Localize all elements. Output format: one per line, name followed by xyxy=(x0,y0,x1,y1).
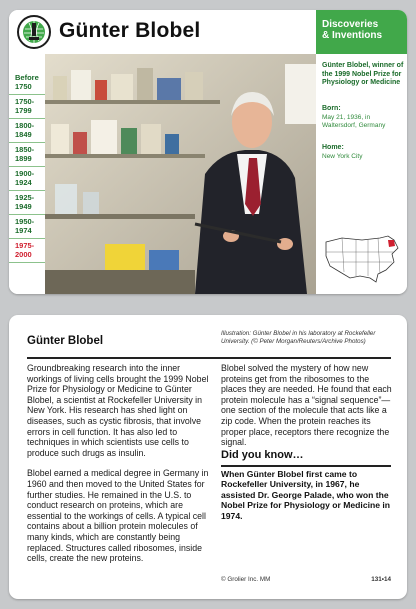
timeline-item xyxy=(15,73,47,91)
card-number: 131•14 xyxy=(371,576,391,583)
us-map-icon xyxy=(322,228,402,286)
timeline-item-active xyxy=(15,241,47,259)
front-header xyxy=(9,10,316,54)
divider xyxy=(9,166,45,167)
timeline-label: 1925- 1949 xyxy=(15,193,35,211)
globe-microscope-logo-icon xyxy=(17,15,51,49)
divider xyxy=(9,190,45,191)
left-column xyxy=(27,363,210,574)
category-line-2: & Inventions xyxy=(322,30,383,41)
card-front xyxy=(9,10,407,294)
body-paragraph: Blobel earned a medical degree in Germany in 1960 and then moved to the United States for further studies. He remained in the U.S. to conduct research on proteins, which are essential to the workings of cells. A typical cell contains about a billion protein molecules of many kinds, which are constantly being replaced. Structures called ribosomes, inside cells, create the new proteins. xyxy=(27,468,209,564)
divider xyxy=(9,238,45,239)
timeline-label: 1950- 1974 xyxy=(15,217,35,235)
divider xyxy=(9,262,45,263)
timeline xyxy=(9,54,45,294)
did-you-know-title: Did you know… xyxy=(221,449,304,461)
scientist-lab-photo xyxy=(45,54,316,294)
copyright: © Grolier Inc. MM xyxy=(221,576,271,583)
timeline-item xyxy=(15,217,47,235)
home-value: New York City xyxy=(322,153,363,160)
back-title: Günter Blobel xyxy=(27,335,104,347)
body-paragraph: Blobel solved the mystery of how new proteins get from the ribosomes to the places they are needed. He found that each protein molecule has a “signal sequence”—one section of the molecule that acts like a zip code. When the protein reaches its proper place, receptors there recognize the signal. xyxy=(221,363,392,448)
timeline-label: 1975- 2000 xyxy=(15,241,35,259)
photo-caption: Günter Blobel, winner of the 1999 Nobel Prize for Physiology or Medicine xyxy=(322,62,404,86)
illustration-credit: Illustration: Günter Blobel in his laboratory at Rockefeller University. (© Peter Morgan/Reuters/Archive Photos) xyxy=(221,330,376,345)
timeline-item xyxy=(15,169,47,187)
body-paragraph: Groundbreaking research into the inner workings of living cells brought the 1999 Nobel Prize for Physiology or Medicine to Günter Blobel, a scientist at Rockefeller University in New York. His research has shed light on diseases, such as cystic fibrosis, that involve errors in cell function. It has also led to techniques in which scientists use cells to produce such drugs as insulin. xyxy=(27,363,209,458)
divider xyxy=(9,94,45,95)
timeline-label: 1750- 1799 xyxy=(15,97,35,115)
timeline-item xyxy=(15,121,47,139)
info-panel xyxy=(316,10,407,294)
born-label: Born: xyxy=(322,105,341,112)
front-title: Günter Blobel xyxy=(59,19,201,42)
divider xyxy=(9,214,45,215)
category-line-1: Discoveries xyxy=(322,19,379,30)
divider xyxy=(27,357,391,359)
home-label: Home: xyxy=(322,144,344,151)
timeline-item xyxy=(15,193,47,211)
did-you-know-text: When Günter Blobel first came to Rockefeller University, in 1967, he assisted Dr. George Palade, who won the Nobel Prize for Physiology or Medicine in 1974. xyxy=(221,469,391,521)
card-back xyxy=(9,315,407,599)
divider xyxy=(9,142,45,143)
born-value: May 21, 1936, in Waltersdorf, Germany xyxy=(322,114,386,129)
timeline-label: 1800- 1849 xyxy=(15,121,35,139)
timeline-item xyxy=(15,97,47,115)
category-header xyxy=(316,10,407,54)
timeline-label: 1850- 1899 xyxy=(15,145,35,163)
timeline-label: 1900- 1924 xyxy=(15,169,35,187)
timeline-label: Before 1750 xyxy=(15,73,39,91)
right-column xyxy=(221,363,395,458)
timeline-item xyxy=(15,145,47,163)
divider xyxy=(9,118,45,119)
divider xyxy=(221,465,391,467)
